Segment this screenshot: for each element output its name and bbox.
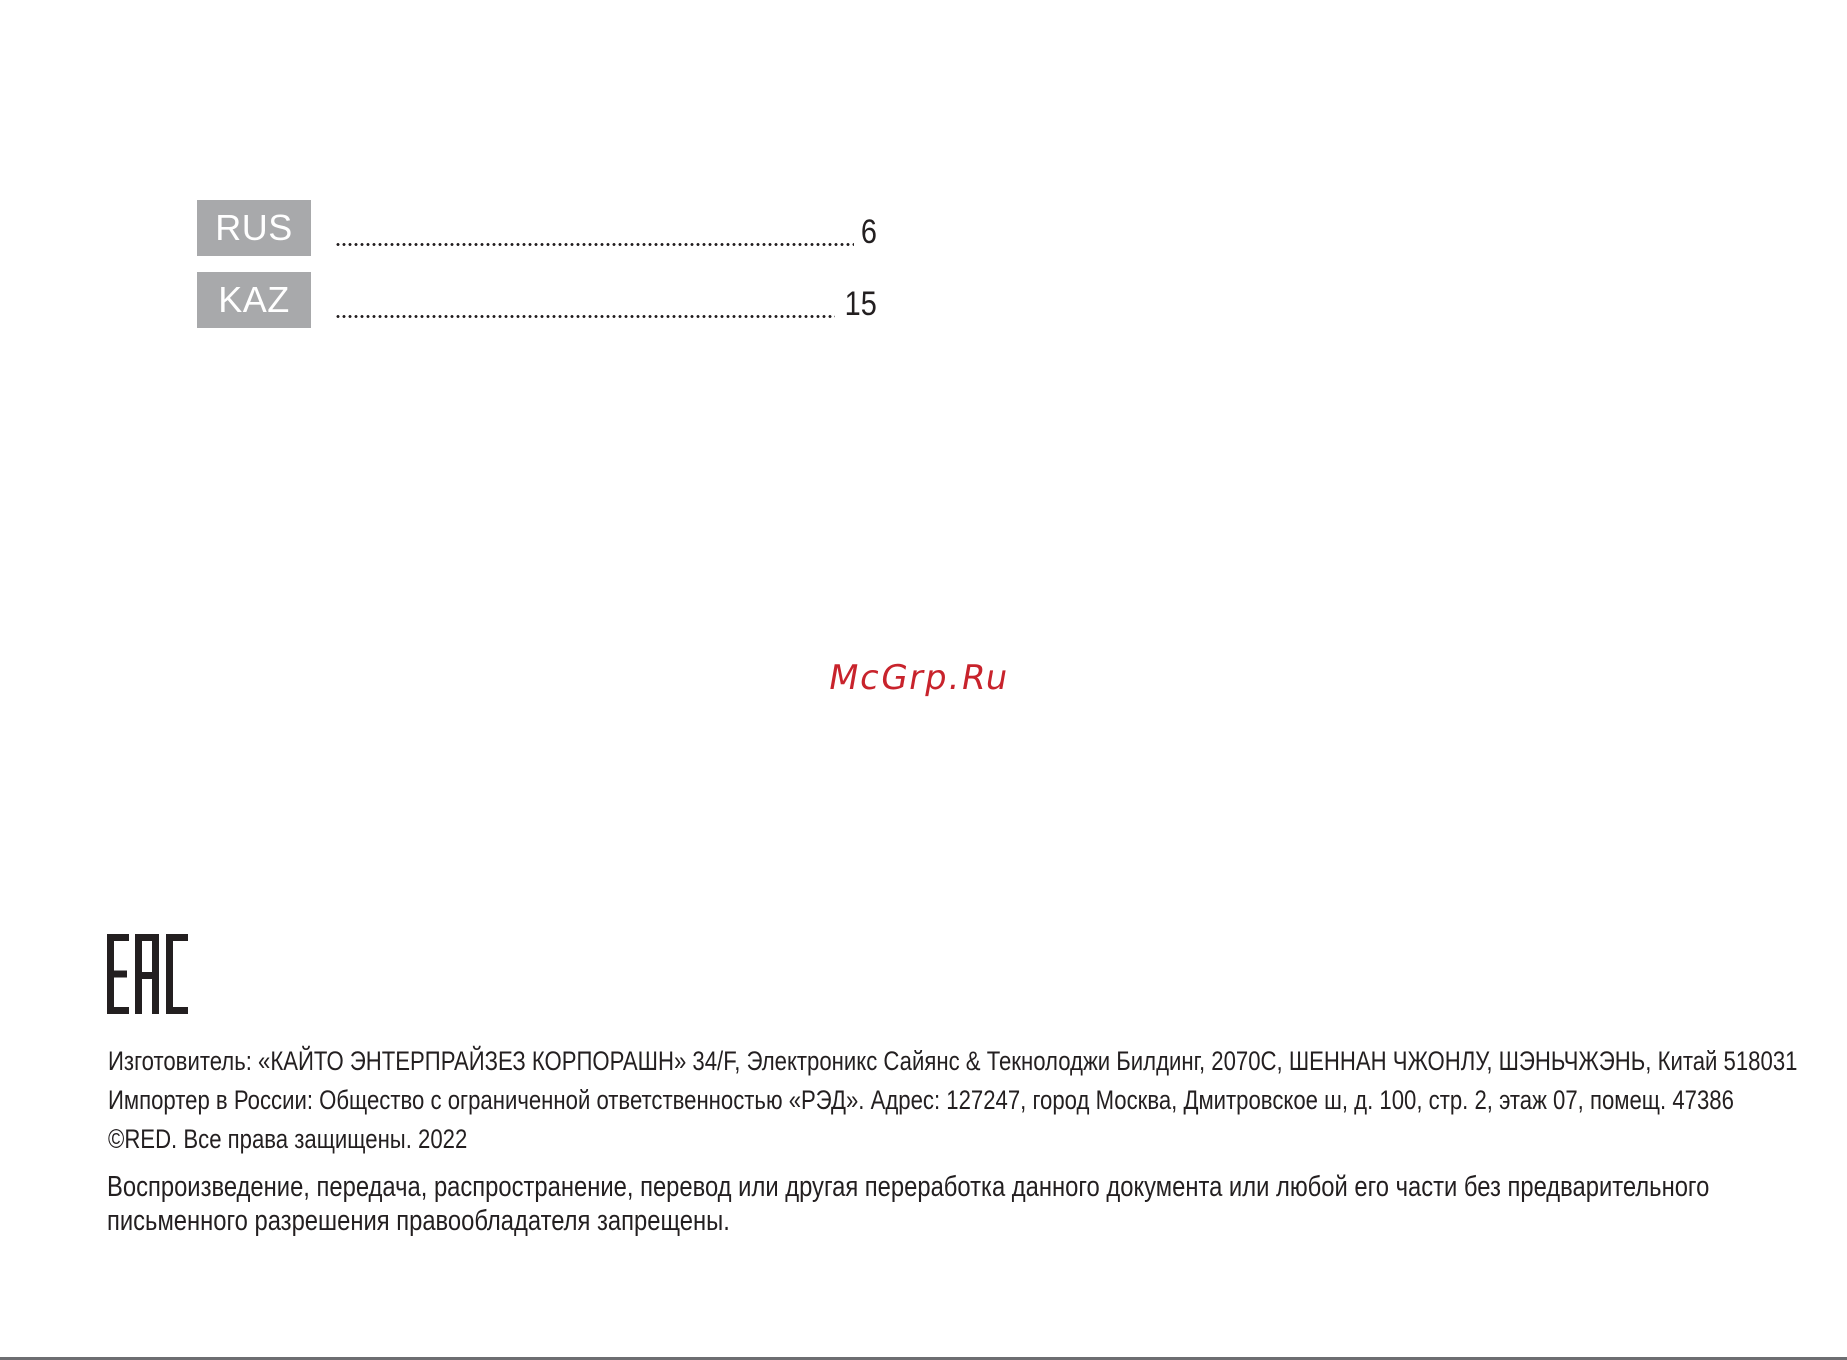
dot-leader [335, 243, 854, 246]
toc-page-number: 6 [860, 213, 877, 251]
toc-entry-rus[interactable] [197, 200, 877, 256]
lang-badge-rus: RUS [197, 200, 311, 256]
manufacturer-info: Изготовитель: «КАЙТО ЭНТЕРПРАЙЗЕЗ КОРПОРАШН» 34/F, Электроникс Сайянс & Текнолоджи Билдинг, 2070С, ШЕННАН ЧЖОНЛУ, ШЭНЬЧЖЭНЬ, Китай 518031 [108, 1046, 1798, 1076]
reproduction-notice [107, 1170, 1827, 1238]
importer-info: Импортер в России: Общество с ограниченной ответственностью «РЭД». Адрес: 127247, город Москва, Дмитровское ш, д. 100, стр. 2, этаж 07, помещ. 47386 [108, 1085, 1734, 1115]
lang-badge-kaz: KAZ [197, 272, 311, 328]
notice-line-2: письменного разрешения правообладателя запрещены. [107, 1205, 730, 1237]
toc-leader [335, 286, 877, 322]
legal-info [108, 1042, 1828, 1159]
dot-leader [335, 315, 835, 318]
watermark: McGrp.Ru [825, 658, 1013, 698]
table-of-contents [197, 200, 877, 344]
toc-entry-kaz[interactable] [197, 272, 877, 328]
eac-conformity-mark-icon [107, 934, 189, 1014]
copyright-notice: ©RED. Все права защищены. 2022 [108, 1124, 468, 1154]
toc-leader [335, 214, 877, 250]
toc-page-number: 15 [844, 285, 877, 323]
notice-line-1: Воспроизведение, передача, распространение, перевод или другая переработка данного документа или любой его части без предварительного [107, 1171, 1710, 1203]
